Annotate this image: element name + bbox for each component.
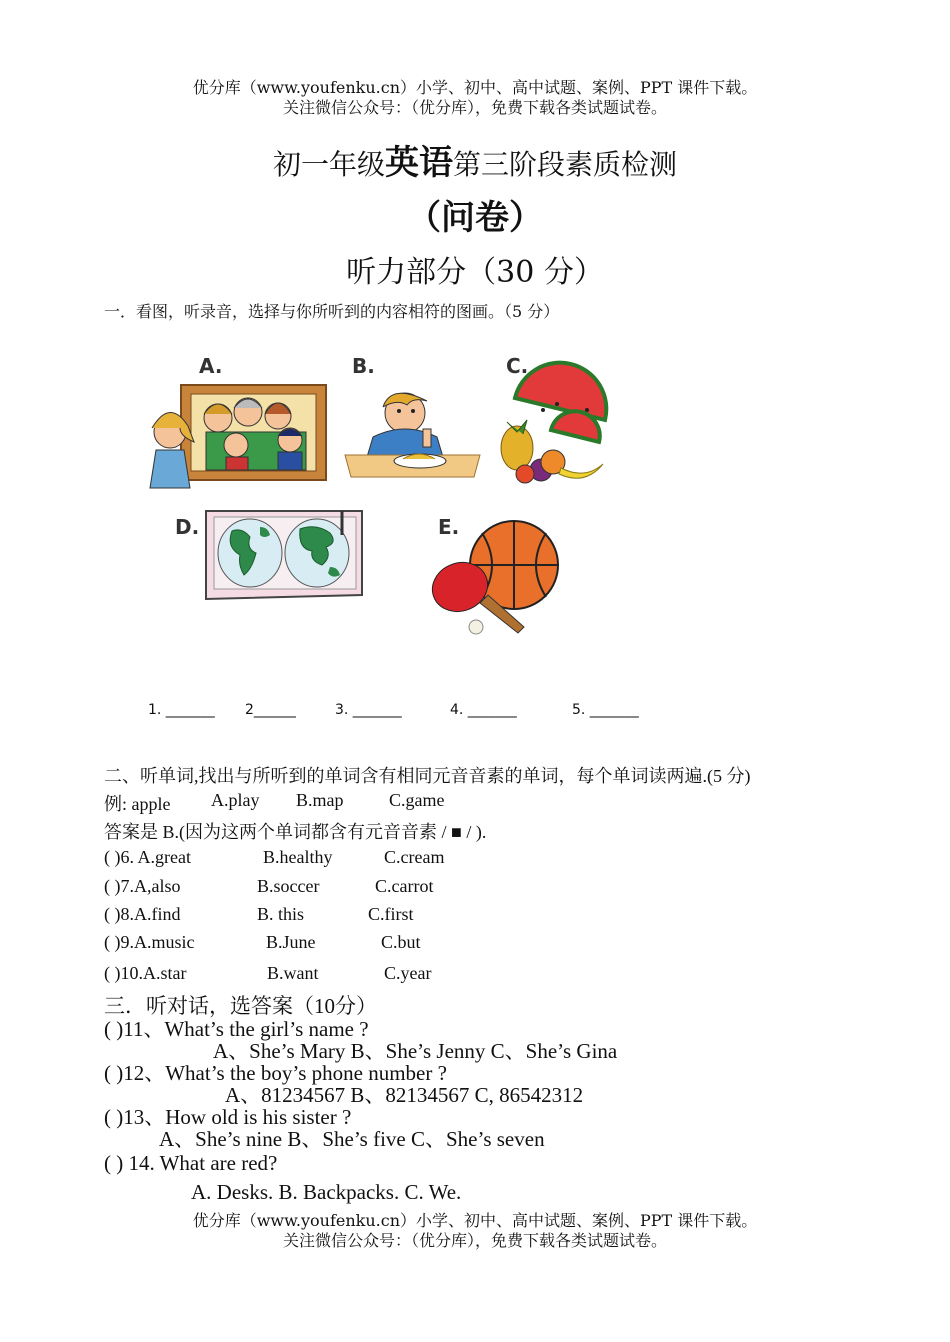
boy-eating-picture <box>345 385 480 480</box>
picture-label-c: C. <box>506 354 529 378</box>
question-7-option-b: B.soccer <box>257 876 320 896</box>
answer-blank-2[interactable]: 2______ <box>245 702 296 718</box>
title-subject: 英语 <box>385 143 453 183</box>
example-option-c: C.game <box>389 790 445 810</box>
example-row <box>104 790 170 816</box>
picture-label-a: A. <box>199 354 223 378</box>
title-prefix: 初一年级 <box>272 148 385 181</box>
picture-label-b: B. <box>352 354 375 378</box>
question-10[interactable]: ( )10.A.star <box>104 963 187 983</box>
question-14-options: A. Desks. B. Backpacks. C. We. <box>191 1180 462 1204</box>
question-10-option-b: B.want <box>267 963 319 983</box>
footer-line-1: 优分库（www.youfenku.cn）小学、初中、高中试题、案例、PPT 课件下载。 <box>192 1211 758 1230</box>
world-map-picture <box>202 505 367 605</box>
header-line-2: 关注微信公众号：（优分库），免费下载各类试题试卷。 <box>282 98 667 117</box>
section3-heading: 三．听对话，选答案（10分） <box>104 994 377 1018</box>
answer-blank-1[interactable]: 1. _______ <box>148 702 215 718</box>
question-6-option-b: B.healthy <box>263 847 333 867</box>
question-9[interactable]: ( )9.A.music <box>104 932 195 952</box>
answer-blank-4[interactable]: 4. _______ <box>450 702 517 718</box>
example-option-b: B.map <box>296 790 344 810</box>
question-12[interactable]: ( )12、What’s the boy’s phone number ? <box>104 1061 447 1085</box>
question-9-option-c: C.but <box>381 932 421 952</box>
exam-subtitle: （问卷） <box>407 198 543 238</box>
question-8[interactable]: ( )8.A.find <box>104 904 181 924</box>
exam-title <box>0 135 950 184</box>
question-10-option-c: C.year <box>384 963 432 983</box>
section1-heading: 一．看图，听录音，选择与你所听到的内容相符的图画。（5 分） <box>104 302 560 321</box>
question-13-options: A、She’s nine B、She’s five C、She’s seven <box>159 1127 545 1151</box>
question-7[interactable]: ( )7.A,also <box>104 876 181 896</box>
example-option-a: A.play <box>211 790 260 810</box>
question-8-option-c: C.first <box>368 904 414 924</box>
example-answer: 答案是 B.(因为这两个单词都含有元音音素 / ■ / ). <box>104 822 487 842</box>
question-8-option-b: B. this <box>257 904 305 924</box>
example-word: 例: apple <box>104 794 171 814</box>
section2-heading: 二、听单词,找出与所听到的单词含有相同元音音素的单词，每个单词读两遍.(5 分) <box>104 766 751 786</box>
question-6-option-c: C.cream <box>384 847 445 867</box>
question-7-option-c: C.carrot <box>375 876 434 896</box>
question-11-options: A、She’s Mary B、She’s Jenny C、She’s Gina <box>213 1039 618 1063</box>
balls-picture <box>428 515 563 640</box>
fruits-picture <box>495 390 605 485</box>
question-13[interactable]: ( )13、How old is his sister ? <box>104 1105 352 1129</box>
picture-label-e: E. <box>438 515 460 539</box>
answer-blank-5[interactable]: 5. _______ <box>572 702 639 718</box>
question-12-options: A、81234567 B、82134567 C, 86542312 <box>225 1083 584 1107</box>
title-suffix: 第三阶段素质检测 <box>453 148 678 181</box>
question-9-option-b: B.June <box>266 932 316 952</box>
header-line-1: 优分库（www.youfenku.cn）小学、初中、高中试题、案例、PPT 课件下载。 <box>192 78 758 97</box>
footer-line-2: 关注微信公众号：（优分库），免费下载各类试题试卷。 <box>282 1231 667 1250</box>
question-14[interactable]: ( ) 14. What are red? <box>104 1151 278 1175</box>
picture-label-d: D. <box>175 515 200 539</box>
answer-blank-3[interactable]: 3. _______ <box>335 702 402 718</box>
family-picture <box>148 380 333 490</box>
question-11[interactable]: ( )11、What’s the girl’s name ? <box>104 1017 369 1041</box>
listening-title: 听力部分（30 分） <box>346 255 604 290</box>
question-6[interactable]: ( )6. A.great <box>104 847 191 867</box>
